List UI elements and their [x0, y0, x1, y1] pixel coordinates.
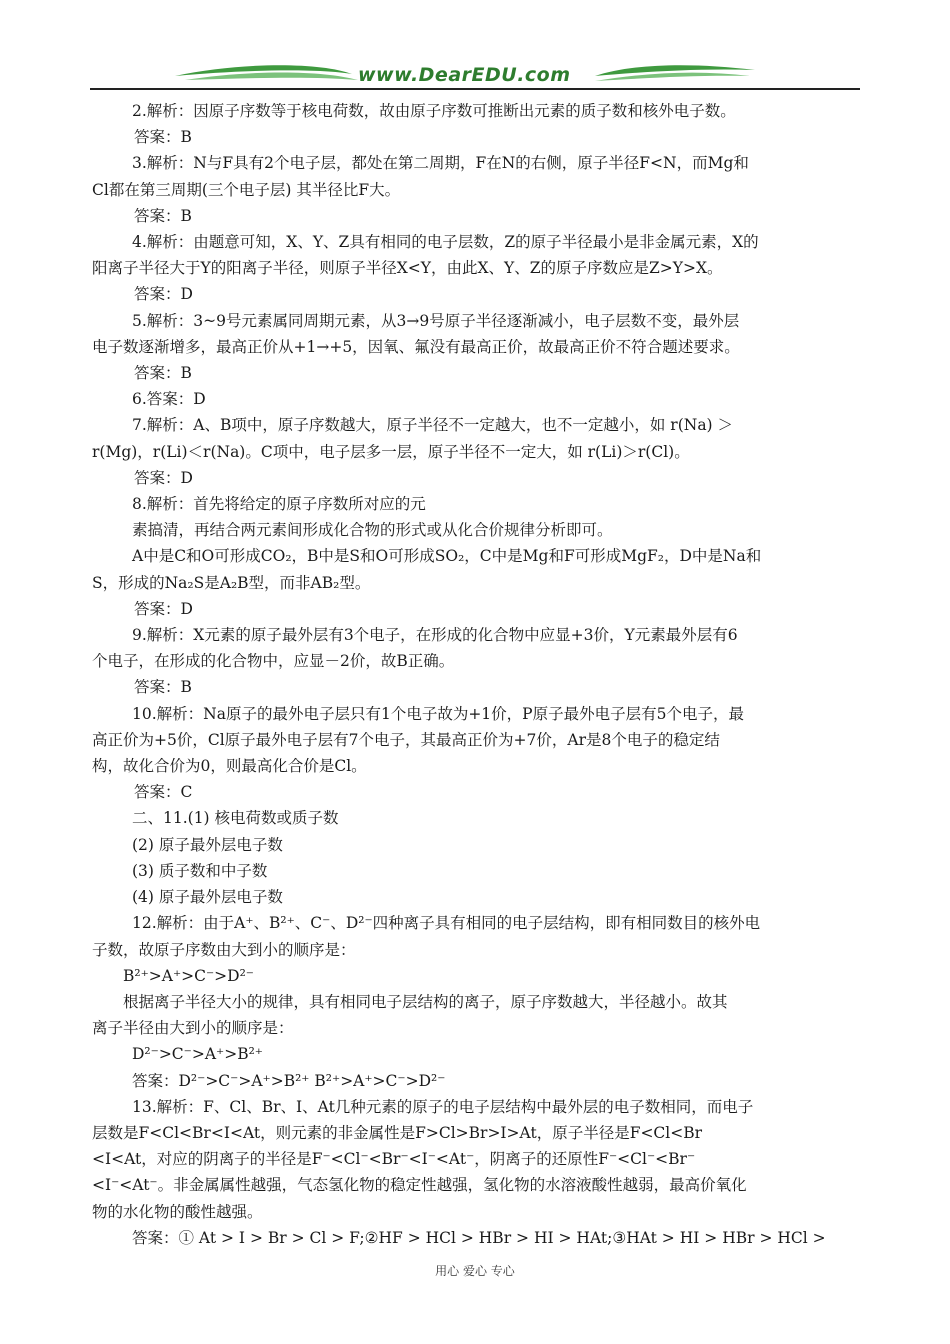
text-line: 层数是F<Cl<Br<I<At，则元素的非金属性是F>Cl>Br>I>At，原子半径是F<Cl<Br	[92, 1123, 703, 1142]
text-line: 阳离子半径大于Y的阳离子半径，则原子半径X<Y，由此X、Y、Z的原子序数应是Z>Y>X。	[92, 259, 723, 278]
text-line: <I⁻<At⁻。非金属属性越强，气态氢化物的稳定性越强，氢化物的水溶液酸性越弱，最高价氧化	[92, 1176, 747, 1195]
text-line: 物的水化物的酸性越强。	[92, 1202, 263, 1221]
text-line: A中是C和O可形成CO₂，B中是S和O可形成SO₂，C中是Mg和F可形成MgF₂，D中是Na和	[132, 547, 762, 566]
text-line: 5.解析：3~9号元素属同周期元素，从3→9号原子半径逐渐减小，电子层数不变，最外层	[132, 311, 740, 330]
text-line: 个电子，在形成的化合物中，应显－2价，故B正确。	[92, 652, 455, 671]
text-line: D²⁻>C⁻>A⁺>B²⁺	[132, 1045, 263, 1064]
answer-document-body	[92, 98, 860, 1251]
text-line: 7.解析：A、B项中，原子序数越大，原子半径不一定越大，也不一定越小，如 r(Na) ＞	[132, 416, 734, 435]
text-line: 答案：C	[134, 783, 193, 802]
text-line: 答案：① At > I > Br > Cl > F;②HF > HCl > HBr > HI > HAt;③HAt > HI > HBr > HCl >	[132, 1228, 826, 1247]
text-line: (4) 原子最外层电子数	[132, 888, 283, 907]
text-line: 答案：B	[134, 206, 192, 225]
text-line: Cl都在第三周期(三个电子层) 其半径比F大。	[92, 180, 401, 199]
text-line: 8.解析：首先将给定的原子序数所对应的元	[132, 495, 426, 514]
text-line: 12.解析：由于A⁺、B²⁺、C⁻、D²⁻四种离子具有相同的电子层结构，即有相同数目的核外电	[132, 914, 761, 933]
text-line: 二、11.(1) 核电荷数或质子数	[132, 809, 339, 828]
text-line: 答案：B	[134, 678, 192, 697]
text-line: 答案：B	[134, 128, 192, 147]
text-line: 答案：B	[134, 364, 192, 383]
text-line: B²⁺>A⁺>C⁻>D²⁻	[123, 966, 254, 985]
text-line: 根据离子半径大小的规律，具有相同电子层结构的离子，原子序数越大，半径越小。故其	[123, 992, 728, 1011]
text-line: 高正价为+5价，Cl原子最外电子层有7个电子，其最高正价为+7价，Ar是8个电子的稳定结	[92, 730, 720, 749]
text-line: 6.答案：D	[132, 390, 206, 409]
text-line: 答案：D	[134, 599, 193, 618]
text-line: 9.解析：X元素的原子最外层有3个电子，在形成的化合物中应显+3价，Y元素最外层有6	[132, 626, 738, 645]
text-line: 电子数逐渐增多，最高正价从+1→+5，因氧、氟没有最高正价，故最高正价不符合题述要求。	[92, 337, 740, 356]
text-line: 4.解析：由题意可知，X、Y、Z具有相同的电子层数，Z的原子半径最小是非金属元素，X的	[132, 233, 759, 252]
text-line: 构，故化合价为0，则最高化合价是Cl。	[92, 757, 367, 776]
text-line: 3.解析：N与F具有2个电子层，都处在第二周期，F在N的右侧，原子半径F<N，而Mg和	[132, 154, 749, 173]
header-divider	[90, 88, 860, 90]
text-line: 10.解析：Na原子的最外电子层只有1个电子故为+1价，P原子最外电子层有5个电子，最	[132, 704, 744, 723]
text-line: 答案：D²⁻>C⁻>A⁺>B²⁺ B²⁺>A⁺>C⁻>D²⁻	[132, 1071, 446, 1090]
text-line: 答案：D	[134, 285, 193, 304]
text-line: 子数，故原子序数由大到小的顺序是：	[92, 940, 356, 959]
text-line: 答案：D	[134, 468, 193, 487]
text-line: 离子半径由大到小的顺序是：	[92, 1019, 294, 1038]
text-line: 2.解析：因原子序数等于核电荷数，故由原子序数可推断出元素的质子数和核外电子数。	[132, 102, 736, 120]
page-footer: 用心 爱心 专心	[435, 1264, 515, 1278]
site-logo-text[interactable]: www.DearEDU.com	[358, 64, 571, 86]
text-line: r(Mg)，r(Li)＜r(Na)。C项中，电子层多一层，原子半径不一定大，如 r(Li)＞r(Cl)。	[92, 442, 690, 461]
text-line: (2) 原子最外层电子数	[132, 835, 283, 854]
text-line: 素搞清，再结合两元素间形成化合物的形式或从化合价规律分析即可。	[132, 521, 613, 540]
text-line: S，形成的Na₂S是A₂B型，而非AB₂型。	[92, 573, 371, 592]
text-line: <I<At，对应的阴离子的半径是F⁻<Cl⁻<Br⁻<I⁻<At⁻，阴离子的还原性F⁻<Cl⁻<Br⁻	[92, 1150, 696, 1169]
text-line: 13.解析：F、Cl、Br、I、At几种元素的原子的电子层结构中最外层的电子数相同，而电子	[132, 1097, 754, 1116]
text-line: (3) 质子数和中子数	[132, 861, 268, 880]
